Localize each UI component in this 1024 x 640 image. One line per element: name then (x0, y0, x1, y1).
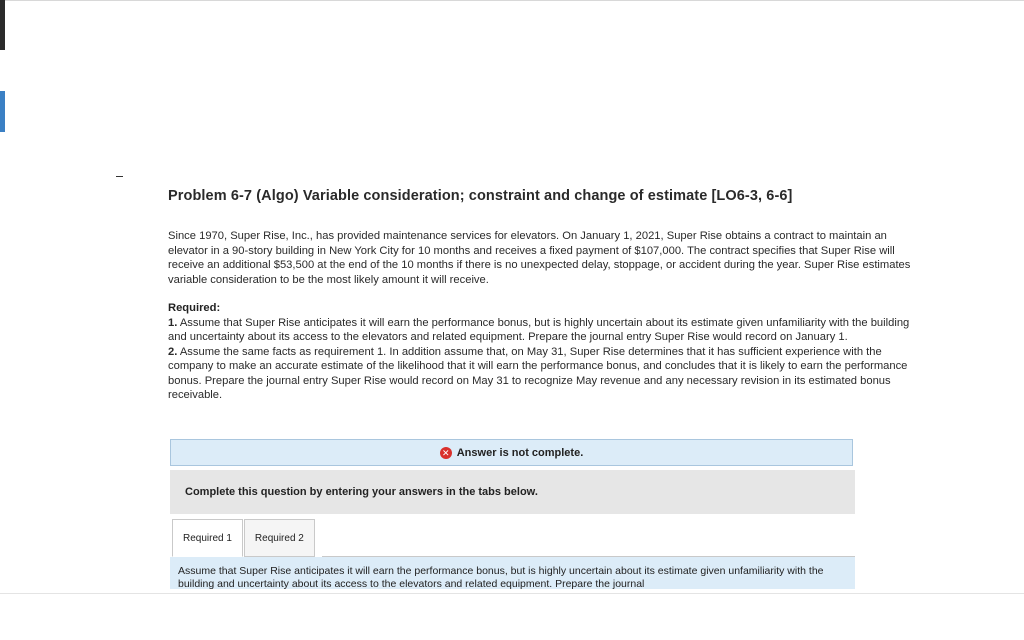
tabs-instructions: Complete this question by entering your answers in the tabs below. (170, 470, 855, 514)
tab-required-1[interactable]: Required 1 (172, 519, 243, 557)
left-edge-marker-blue (0, 91, 5, 132)
tab-panel-text: Assume that Super Rise anticipates it will earn the performance bonus, but is highly uncertain about its estimate given unfamiliarity with the building and uncertainty about its access to the elevators and related equipment. Prepare the journal (178, 565, 824, 589)
answer-status-banner (170, 439, 853, 466)
left-edge-marker-dark (0, 0, 5, 50)
answer-status-text: Answer is not complete. (456, 446, 584, 459)
top-divider (0, 0, 1024, 1)
required-heading: Required: (168, 302, 221, 314)
problem-title: Problem 6-7 (Algo) Variable consideration; constraint and change of estimate [LO6-3, 6-6] (168, 188, 793, 204)
bottom-divider (0, 593, 1024, 594)
problem-content (168, 188, 918, 403)
requirement-tabs (172, 519, 316, 557)
error-x-icon: ✕ (440, 447, 452, 459)
requirement-1-number: 1. (168, 316, 178, 329)
dash-mark (116, 176, 123, 177)
requirement-2-number: 2. (168, 345, 178, 358)
tab-required-2[interactable]: Required 2 (244, 519, 315, 557)
tab-panel-required-1 (170, 557, 855, 589)
requirement-1 (168, 316, 918, 345)
requirement-1-text: Assume that Super Rise anticipates it will earn the performance bonus, but is highly uncertain about its estimate given unfamiliarity with the building and uncertainty about its access to the elevators and related equipment. Prepare the journal entry Super Rise would record on January 1. (168, 316, 910, 343)
requirement-2-text: Assume the same facts as requirement 1. In addition assume that, on May 31, Super Rise determines that it has sufficient experience with the company to make an accurate estimate of the likelihood that it will earn the performance bonus, and concludes that it is likely to earn the performance bonus. Prepare the journal entry Super Rise would record on May 31 to recognize May revenue and any necessary revision in its estimated bonus receivable. (168, 345, 908, 401)
requirement-2 (168, 345, 918, 403)
problem-intro: Since 1970, Super Rise, Inc., has provided maintenance services for elevators. On January 1, 2021, Super Rise obtains a contract to maintain an elevator in a 90-story building in New York City for 10 months and receives a fixed payment of $107,000. The contract specifies that Super Rise will receive an additional $53,500 at the end of the 10 months if there is no unexpected delay, stoppage, or accident during the year. Super Rise estimates variable consideration to be the most likely amount it will receive. (168, 230, 911, 286)
